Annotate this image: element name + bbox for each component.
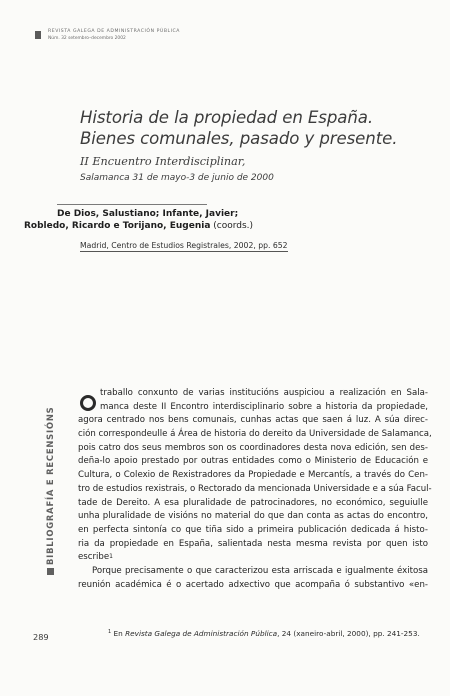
authors-line-2 [24, 221, 253, 231]
body-line: en perfecta sintonía co que tiña sido a primeira publicación dedicada á histo- [78, 524, 428, 535]
body-line: pois catro dos seus membros son os coordinadores desta nova edición, sen des- [78, 442, 428, 453]
authors-rule [57, 204, 207, 205]
body-line: Cultura, o Colexio de Rexistradores da Propiedade e Mercantís, a través do Cen- [78, 470, 428, 481]
running-header-issue: Núm. 32 setembro–decembro 2002 [48, 36, 126, 41]
footnote-reference[interactable]: 1 [109, 553, 113, 561]
body-line: traballo conxunto de varias institucións auspiciou a realización en Sala- [100, 388, 428, 398]
page-number: 289 [33, 632, 49, 642]
footnote-journal: Revista Galega de Administración Pública [125, 629, 278, 638]
book-subtitle: II Encuentro Interdisciplinar, [80, 155, 246, 168]
book-title-line-1: Historia de la propiedad en España. [80, 108, 374, 127]
header-square-mark [35, 31, 41, 39]
footnote-number: 1 [108, 629, 112, 635]
body-line: ria da propiedade en España, salientada nesta mesma revista por quen isto [78, 538, 428, 549]
body-line: agora centrado nos bens comunais, cunhas actas que saen á luz. A súa direc- [78, 415, 428, 426]
section-square-mark [47, 568, 54, 575]
book-title [80, 107, 397, 149]
body-line: deña-lo apoio prestado por outras entidades como o Ministerio de Educación e [78, 456, 428, 467]
body-line-last [78, 551, 428, 565]
publication-details: Madrid, Centro de Estudios Registrales, 2002, pp. 652 [80, 241, 288, 250]
body-line: unha pluralidade de visións no material do que dan conta as actas do encontro, [78, 511, 428, 522]
footnote [108, 629, 420, 638]
body-line-p2: reunión académica é o acertado adxectivo que acompaña ó substantivo «en- [78, 579, 428, 590]
body-last-text: escribe [78, 552, 110, 563]
review-body [78, 387, 432, 592]
authors-line-1: De Dios, Salustiano; Infante, Javier; [57, 209, 239, 219]
event-dates: Salamanca 31 de mayo-3 de junio de 2000 [80, 173, 274, 183]
body-line: tro de estudios rexistrais, o Rectorado da mencionada Universidade e a súa Facul- [78, 483, 432, 494]
section-sidebar-label [45, 407, 55, 576]
footnote-pre: En [111, 629, 126, 638]
book-title-line-2: Bienes comunales, pasado y presente. [80, 129, 398, 148]
body-line-p2: Porque precisamente o que caracterizou esta arriscada e igualmente éxitosa [92, 565, 428, 576]
authors-line-2-role: (coords.) [210, 221, 254, 231]
body-line: ción correspondeulle á Área de historia do dereito da Universidade de Salamanca, [78, 429, 432, 440]
section-name: BIBLIOGRAFÍA E RECENSIÓNS [45, 406, 55, 565]
footnote-post: , 24 (xaneiro-abril, 2000), pp. 241-253. [277, 629, 420, 638]
body-line: manca deste II Encontro interdisciplinario sobre a historia da propiedade, [100, 401, 428, 412]
authors-line-2-names: Robledo, Ricardo e Torijano, Eugenia [24, 221, 211, 231]
body-line: tade de Dereito. A esa pluralidade de patrocinadores, no económico, seguiulle [78, 497, 428, 508]
running-header-journal: REVISTA GALEGA DE ADMINISTRACIÓN PÚBLICA [48, 29, 180, 34]
